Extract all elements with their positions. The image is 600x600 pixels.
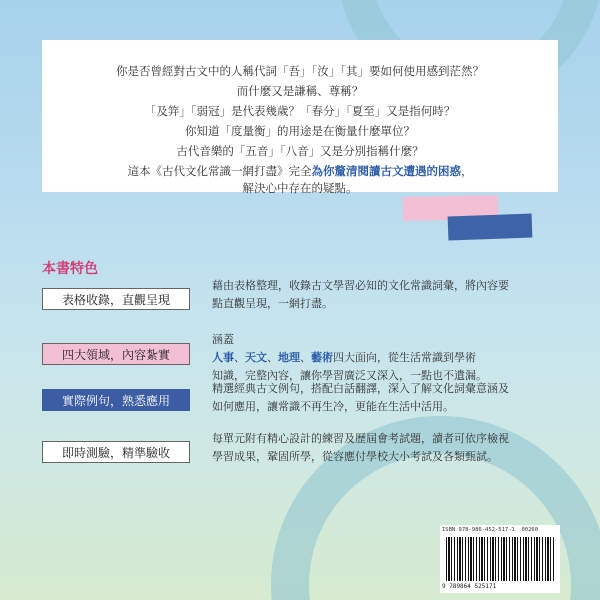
intro-line-6-prefix: 這本《古代文化常識一網打盡》完全 bbox=[127, 164, 312, 178]
intro-line-1: 你是否曾經對古文中的人稱代詞「吾」「汝」「其」要如何使用感到茫然？ bbox=[116, 64, 484, 78]
domains-sep-2: 、 bbox=[267, 351, 278, 364]
feature-desc-tests-line-2: 學習成果，鞏固所學，從容應付學校大小考試及各類甄試。 bbox=[212, 450, 498, 463]
feature-desc-examples-line-2: 如何應用，讓常識不再生冷，更能在生活中活用。 bbox=[212, 400, 454, 413]
isbn-price-code: 00260 bbox=[521, 527, 539, 533]
feature-desc-domains-line-2: 知識，完整內容，讓你學習廣泛又深入，一點也不遺漏。 bbox=[212, 369, 487, 382]
domain-keyword-people: 人事 bbox=[212, 351, 234, 364]
feature-label-tests: 即時測驗，精準驗收 bbox=[42, 441, 190, 463]
feature-desc-tests-line-1: 每單元附有精心設計的練習及歷屆會考試題，讀者可依序檢視 bbox=[212, 432, 509, 445]
feature-desc-domains bbox=[212, 331, 558, 385]
domains-prefix: 涵蓋 bbox=[212, 333, 234, 346]
intro-line-7: 解決心中存在的疑點。 bbox=[242, 181, 358, 195]
feature-desc-table-line-1: 藉由表格整理，收錄古文學習必知的文化常識詞彙，將內容要 bbox=[212, 279, 509, 292]
intro-line-6-suffix: ， bbox=[461, 164, 473, 178]
intro-highlight: 為你釐清閱讀古文遭遇的困惑 bbox=[311, 164, 461, 178]
decorative-tape-blue bbox=[448, 214, 533, 241]
domains-suffix: 四大面向，從生活常識到學術 bbox=[333, 351, 476, 364]
intro-text-box bbox=[42, 40, 558, 195]
feature-desc-examples bbox=[212, 380, 558, 416]
intro-line-4: 你知道「度量衡」的用途是在衡量什麼單位？ bbox=[185, 124, 415, 138]
feature-desc-table-line-2: 點直觀呈現，一網打盡。 bbox=[212, 297, 333, 310]
feature-desc-examples-line-1: 精選經典古文例句，搭配白話翻譯，深入了解文化詞彙意涵及 bbox=[212, 382, 509, 395]
intro-line-3: 「及笄」「弱冠」是代表幾歲？「春分」「夏至」又是指何時？ bbox=[144, 104, 456, 118]
feature-desc-table bbox=[212, 277, 558, 313]
feature-label-examples: 實際例句，熟悉應用 bbox=[42, 389, 190, 411]
domains-sep-3: 、 bbox=[300, 351, 311, 364]
isbn-number: 9 789864 525171 bbox=[442, 583, 497, 590]
domains-sep-1: 、 bbox=[234, 351, 245, 364]
domain-keyword-arts: 藝術 bbox=[311, 351, 333, 364]
barcode-bars bbox=[446, 537, 554, 581]
intro-line-5: 古代音樂的「五音」「八音」又是分別指稱什麼？ bbox=[176, 144, 424, 158]
intro-line-6 bbox=[42, 163, 558, 179]
feature-label-domains: 四大領域，內容紮實 bbox=[42, 343, 190, 365]
domain-keyword-geography: 地理 bbox=[278, 351, 300, 364]
feature-label-table: 表格收錄，直觀呈現 bbox=[42, 288, 190, 310]
domain-keyword-astronomy: 天文 bbox=[245, 351, 267, 364]
isbn-code: ISBN 978-986-452-517-1 bbox=[442, 527, 515, 533]
isbn-text bbox=[442, 527, 538, 533]
feature-desc-tests bbox=[212, 430, 558, 466]
intro-line-2: 而什麼又是謙稱、尊稱？ bbox=[236, 84, 364, 98]
feature-desc-domains-line-1 bbox=[212, 331, 558, 367]
features-title: 本書特色 bbox=[42, 261, 98, 277]
isbn-barcode bbox=[440, 525, 560, 593]
